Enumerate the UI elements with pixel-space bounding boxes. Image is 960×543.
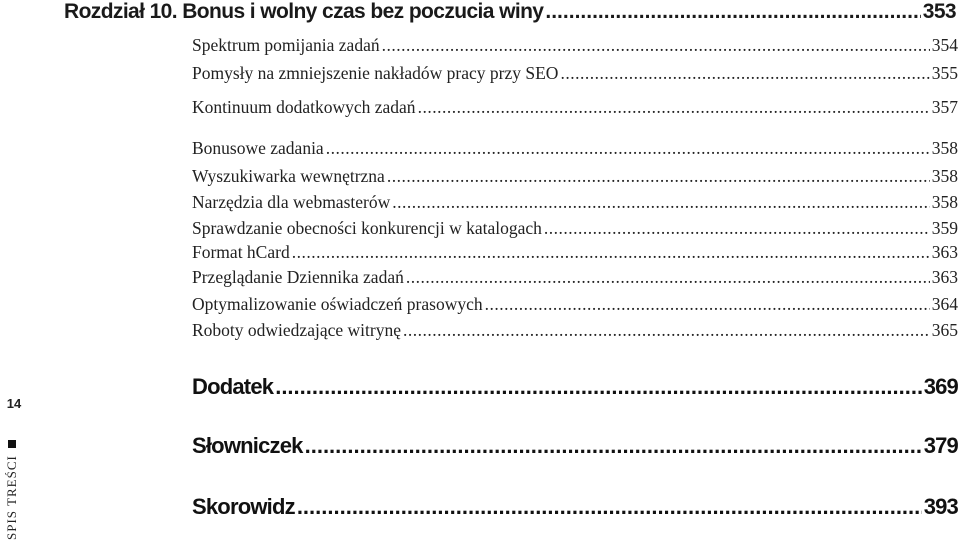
- toc-entry-title: Format hCard: [192, 242, 290, 262]
- toc-section-page: 393: [923, 494, 958, 519]
- toc-entry: [192, 138, 958, 164]
- toc-entry-page: 358: [931, 166, 958, 186]
- toc-entry-title: Spektrum pomijania zadań: [192, 35, 380, 55]
- toc-section-title: Słowniczek: [192, 433, 303, 458]
- toc-entry-page: 354: [931, 35, 958, 55]
- leader-dots: [305, 433, 922, 459]
- leader-dots: [326, 138, 930, 159]
- toc-entry-page: 359: [931, 218, 958, 238]
- toc-entry-page: 355: [931, 63, 958, 83]
- toc-section: [192, 374, 958, 408]
- toc-entry-page: 357: [931, 97, 958, 117]
- toc-section-title: Skorowidz: [192, 494, 295, 519]
- toc-entry: [192, 294, 958, 320]
- leader-dots: [545, 0, 920, 24]
- toc-entry-page: 358: [931, 138, 958, 158]
- toc-entry-title: Bonusowe zadania: [192, 138, 324, 158]
- chapter-heading: [64, 0, 956, 30]
- square-bullet-icon: [8, 440, 16, 448]
- toc-entry: [192, 63, 958, 89]
- leader-dots: [406, 267, 930, 288]
- toc-entry-title: Wyszukiwarka wewnętrzna: [192, 166, 385, 186]
- toc-entry-title: Sprawdzanie obecności konkurencji w katalogach: [192, 218, 542, 238]
- toc-entry: [192, 166, 958, 192]
- toc-entry-title: Pomysły na zmniejszenie nakładów pracy przy SEO: [192, 63, 559, 83]
- leader-dots: [292, 242, 930, 263]
- chapter-page: 353: [922, 0, 956, 23]
- leader-dots: [387, 166, 930, 187]
- leader-dots: [418, 97, 930, 118]
- toc-entry-page: 365: [931, 320, 958, 340]
- toc-entry: [192, 267, 958, 293]
- toc-section-page: 369: [923, 374, 958, 399]
- toc-section: [192, 494, 958, 528]
- chapter-title: Rozdział 10. Bonus i wolny czas bez poczucia winy: [64, 0, 544, 23]
- toc-entry-page: 358: [931, 192, 958, 212]
- leader-dots: [392, 192, 930, 213]
- leader-dots: [560, 63, 929, 84]
- toc-entry-title: Kontinuum dodatkowych zadań: [192, 97, 416, 117]
- running-footer: [0, 340, 24, 540]
- toc-section: [192, 433, 958, 467]
- toc-section-title: Dodatek: [192, 374, 274, 399]
- toc-entry: [192, 242, 958, 268]
- running-footer-label: SPIS TREŚCI: [4, 455, 19, 540]
- toc-entry: [192, 192, 958, 218]
- toc-entry: [192, 97, 958, 123]
- toc-entry-page: 364: [931, 294, 958, 314]
- toc-entry: [192, 35, 958, 61]
- toc-section-page: 379: [923, 433, 958, 458]
- toc-entry: [192, 320, 958, 346]
- leader-dots: [275, 374, 921, 400]
- toc-entry: [192, 218, 958, 244]
- toc-entry-title: Optymalizowanie oświadczeń prasowych: [192, 294, 483, 314]
- toc-entry-page: 363: [931, 242, 958, 262]
- toc-entry-title: Narzędzia dla webmasterów: [192, 192, 391, 212]
- leader-dots: [544, 218, 930, 239]
- leader-dots: [382, 35, 930, 56]
- page-number: 14: [6, 396, 22, 411]
- toc-entry-page: 363: [931, 267, 958, 287]
- toc-entry-title: Przeglądanie Dziennika zadań: [192, 267, 404, 287]
- toc-entry-title: Roboty odwiedzające witrynę: [192, 320, 401, 340]
- leader-dots: [403, 320, 930, 341]
- leader-dots: [297, 494, 922, 520]
- leader-dots: [485, 294, 930, 315]
